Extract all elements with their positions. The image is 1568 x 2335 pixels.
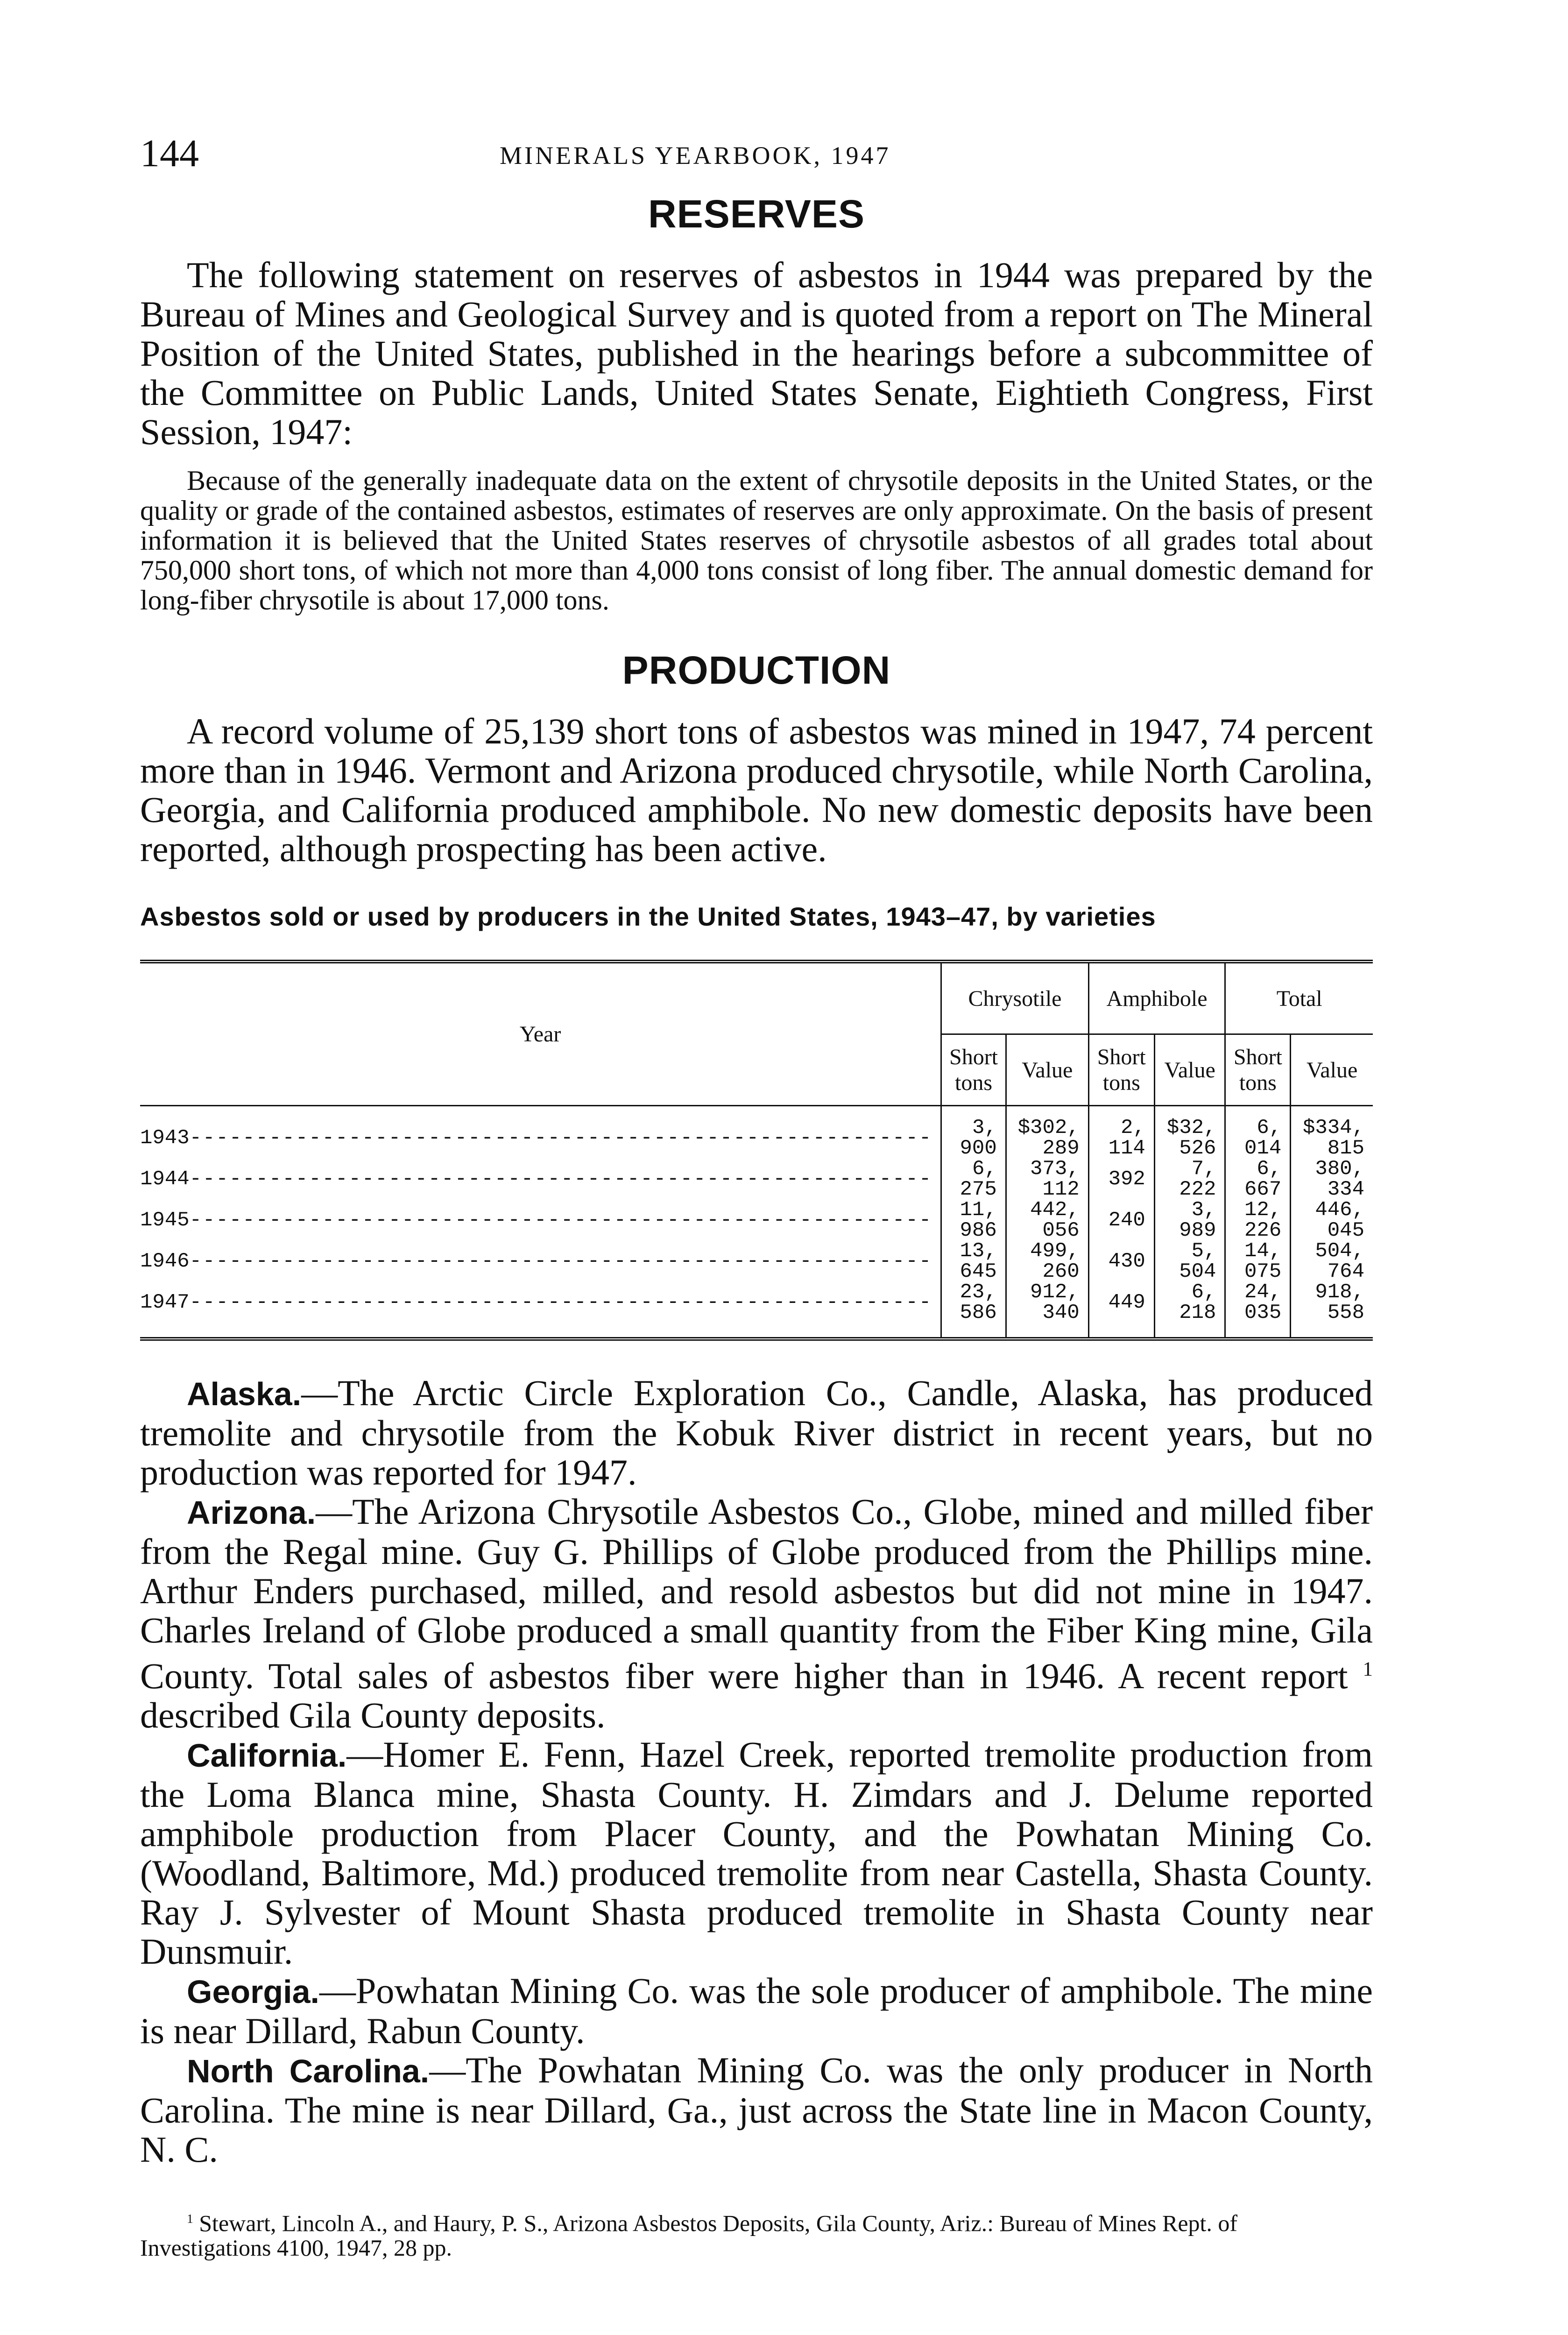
state-paragraphs [140, 1373, 1373, 2169]
footnote-reference: 1 [1363, 1658, 1373, 1680]
state-text: —The Powhatan Mining Co. was the only producer in North Carolina. The mine is near Dillard, Ga., just across the State line in Macon County, N. C. [140, 2050, 1373, 2170]
chrysotile-value-header: Value [1006, 1034, 1088, 1106]
chrysotile-tons-cell: 6, 275 [941, 1159, 1006, 1200]
total-value-cell: 918, 558 [1291, 1282, 1373, 1339]
total-value-cell: 504, 764 [1291, 1241, 1373, 1282]
asbestos-table [140, 960, 1373, 1341]
chrysotile-tons-cell: 3, 900 [941, 1106, 1006, 1159]
footnote-marker: 1 [187, 2211, 193, 2226]
amphibole-value-header: Value [1154, 1034, 1225, 1106]
state-text: —The Arizona Chrysotile Asbestos Co., Globe, mined and milled fiber from the Regal mine. Guy G. Phillips of Globe produced from the Phillips mine. Arthur Enders purchased, milled, and resold asbestos but did not mine in 1947. Charles Ireland of Globe produced a small quantity from the Fiber King mine, Gila County. Total sales of asbestos fiber were higher than in 1946. A recent report [140, 1491, 1373, 1696]
state-name: North Carolina. [187, 2053, 430, 2089]
state-paragraph-north-carolina [140, 2051, 1373, 2169]
page-number: 144 [140, 132, 199, 175]
amphibole-tons-cell: 430 [1088, 1241, 1154, 1282]
chrysotile-tons-cell: 11, 986 [941, 1200, 1006, 1241]
running-title: MINERALS YEARBOOK, 1947 [500, 142, 891, 170]
chrysotile-tons-cell: 13, 645 [941, 1241, 1006, 1282]
total-tons-cell: 6, 014 [1225, 1106, 1291, 1159]
state-name: Arizona. [187, 1494, 316, 1531]
table-caption: Asbestos sold or used by producers in the United States, 1943–47, by varieties [140, 902, 1156, 931]
year-cell: 1943 ----- [140, 1106, 941, 1159]
total-value-cell: $334, 815 [1291, 1106, 1373, 1159]
chrysotile-value-cell: 912, 340 [1006, 1282, 1088, 1339]
chrysotile-value-cell: 373, 112 [1006, 1159, 1088, 1200]
state-text: —Powhatan Mining Co. was the sole producer of amphibole. The mine is near Dillard, Rabun County. [140, 1970, 1373, 2051]
total-header: Total [1225, 962, 1373, 1034]
amphibole-tons-cell: 2, 114 [1088, 1106, 1154, 1159]
production-heading: PRODUCTION [622, 648, 891, 692]
year-cell: 1947 ----- [140, 1282, 941, 1339]
state-name: Georgia. [187, 1974, 319, 2010]
amphibole-tons-cell: 449 [1088, 1282, 1154, 1339]
total-value-header: Value [1291, 1034, 1373, 1106]
state-name: Alaska. [187, 1376, 302, 1412]
table-row [140, 1200, 1373, 1241]
running-head [140, 131, 1373, 191]
amphibole-value-cell: 5, 504 [1154, 1241, 1225, 1282]
amphibole-header: Amphibole [1088, 962, 1225, 1034]
state-text: —The Arctic Circle Exploration Co., Candle, Alaska, has produced tremolite and chrysotile from the Kobuk River district in recent years, but no production was reported for 1947. [140, 1373, 1373, 1493]
total-short-tons-header: Short tons [1225, 1034, 1291, 1106]
state-text-continued: described Gila County deposits. [140, 1695, 606, 1735]
table-row [140, 1241, 1373, 1282]
amphibole-value-cell: 7, 222 [1154, 1159, 1225, 1200]
total-tons-cell: 6, 667 [1225, 1159, 1291, 1200]
year-cell: 1945 ----- [140, 1200, 941, 1241]
amphibole-value-cell: $32, 526 [1154, 1106, 1225, 1159]
total-tons-cell: 12, 226 [1225, 1200, 1291, 1241]
year-header: Year [140, 962, 941, 1106]
footnote-text: Stewart, Lincoln A., and Haury, P. S., Arizona Asbestos Deposits, Gila County, Ariz.: Bureau of Mines Rept. of Investigations 4100, 1947, 28 pp. [140, 2210, 1238, 2261]
amphibole-tons-cell: 240 [1088, 1200, 1154, 1241]
chrysotile-value-cell: $302, 289 [1006, 1106, 1088, 1159]
chrysotile-short-tons-header: Short tons [941, 1034, 1006, 1106]
document-page [140, 131, 1373, 2260]
reserves-intro: The following statement on reserves of asbestos in 1944 was prepared by the Bureau of Mines and Geological Survey and is quoted from a report on The Mineral Position of the United States, published in the hearings before a subcommittee of the Committee on Public Lands, United States Senate, Eightieth Congress, First Session, 1947: [140, 255, 1373, 452]
year-cell: 1946 ----- [140, 1241, 941, 1282]
chrysotile-header: Chrysotile [941, 962, 1088, 1034]
footnote [140, 2207, 1373, 2260]
table-row [140, 1106, 1373, 1159]
chrysotile-tons-cell: 23, 586 [941, 1282, 1006, 1339]
state-text: —Homer E. Fenn, Hazel Creek, reported tremolite production from the Loma Blanca mine, Shasta County. H. Zimdars and J. Delume reported amphibole production from Placer County, and the Powhatan Mining Co. (Woodland, Baltimore, Md.) produced tremolite from near Castella, Shasta County. Ray J. Sylvester of Mount Shasta produced tremolite in Shasta County near Dunsmuir. [140, 1734, 1373, 1972]
total-tons-cell: 24, 035 [1225, 1282, 1291, 1339]
total-value-cell: 446, 045 [1291, 1200, 1373, 1241]
total-tons-cell: 14, 075 [1225, 1241, 1291, 1282]
state-paragraph-california [140, 1735, 1373, 1971]
state-paragraph-georgia [140, 1971, 1373, 2051]
table-row [140, 1159, 1373, 1200]
reserves-heading: RESERVES [648, 192, 865, 236]
total-value-cell: 380, 334 [1291, 1159, 1373, 1200]
amphibole-value-cell: 6, 218 [1154, 1282, 1225, 1339]
state-name: California. [187, 1737, 347, 1774]
chrysotile-value-cell: 499, 260 [1006, 1241, 1088, 1282]
reserves-quote: Because of the generally inadequate data on the extent of chrysotile deposits in the United States, or the quality or grade of the contained asbestos, estimates of reserves are only approximate. On the basis of present information it is believed that the United States reserves of chrysotile asbestos of all grades total about 750,000 short tons, of which not more than 4,000 tons consist of long fiber. The annual domestic demand for long-fiber chrysotile is about 17,000 tons. [140, 465, 1373, 616]
amphibole-short-tons-header: Short tons [1088, 1034, 1154, 1106]
amphibole-tons-cell: 392 [1088, 1159, 1154, 1200]
production-text: A record volume of 25,139 short tons of asbestos was mined in 1947, 74 percent more than in 1946. Vermont and Arizona produced chrysotile, while North Carolina, Georgia, and California produced amphibole. No new domestic deposits have been reported, although prospecting has been active. [140, 711, 1373, 869]
state-paragraph-alaska [140, 1373, 1373, 1492]
amphibole-value-cell: 3, 989 [1154, 1200, 1225, 1241]
state-paragraph-arizona [140, 1492, 1373, 1735]
table-row [140, 1282, 1373, 1339]
chrysotile-value-cell: 442, 056 [1006, 1200, 1088, 1241]
year-cell: 1944 ----- [140, 1159, 941, 1200]
